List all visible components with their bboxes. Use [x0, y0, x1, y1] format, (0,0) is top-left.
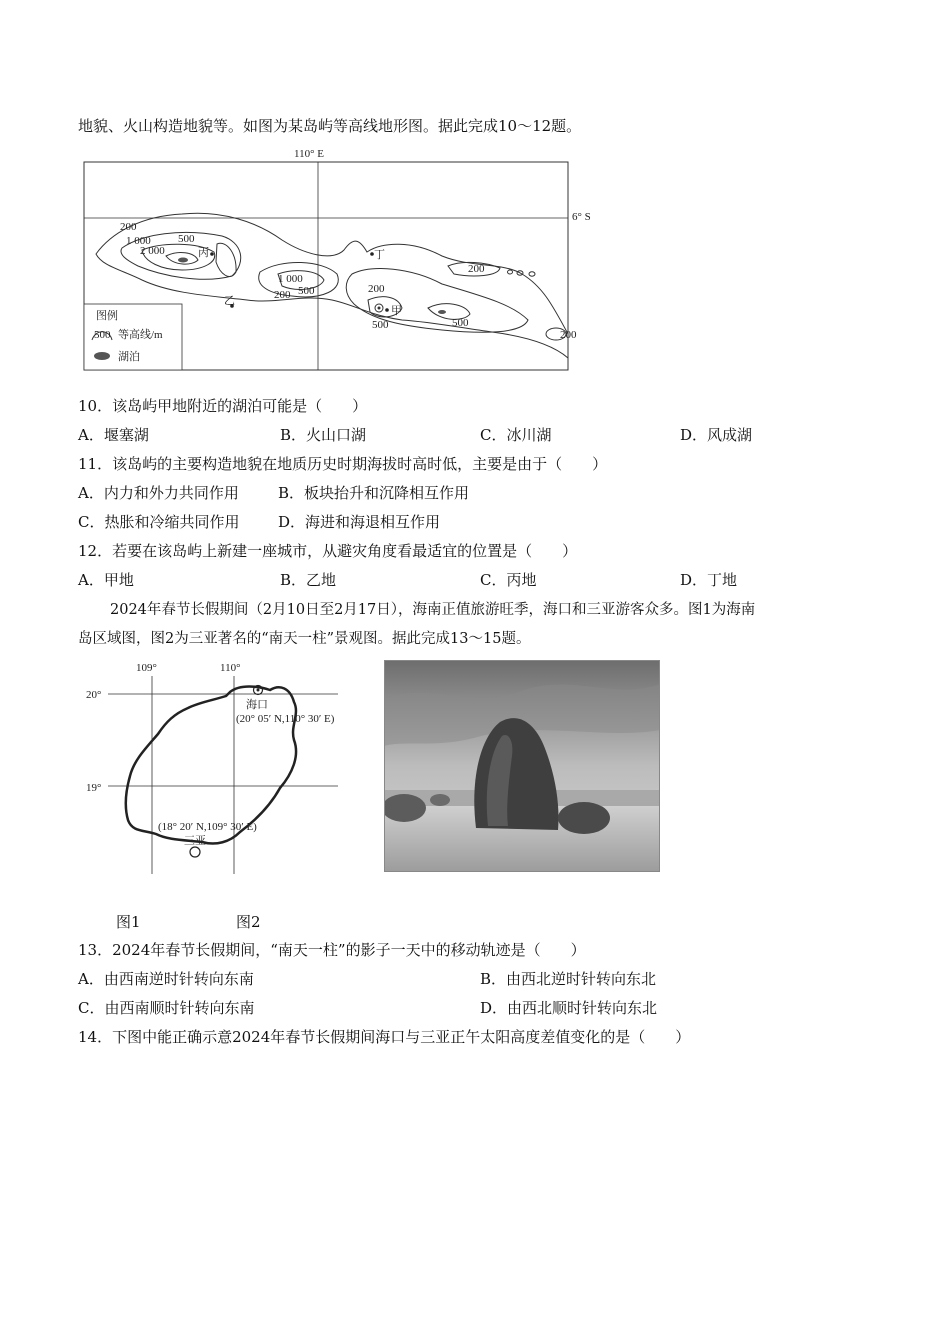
island-contour-map: [82, 144, 602, 374]
svg-text:500: 500: [178, 233, 195, 245]
q10-option-c: C．冰川湖: [480, 426, 552, 444]
lon-label: 110° E: [294, 148, 324, 160]
lon-109: 109°: [136, 662, 157, 674]
q10-option-d: D．风成湖: [680, 426, 753, 444]
svg-text:500: 500: [94, 329, 111, 341]
caption-figure-1: 图1: [116, 913, 141, 931]
q11-option-d: D．海进和海退相互作用: [278, 513, 441, 531]
svg-text:200: 200: [468, 263, 485, 275]
lon-110: 110°: [220, 662, 241, 674]
haikou-coord: (20° 05′ N,110° 30′ E): [236, 713, 335, 725]
caption-figure-2: 图2: [236, 913, 261, 931]
svg-text:200: 200: [120, 221, 137, 233]
sanya-coord: (18° 20′ N,109° 30′ E): [158, 821, 257, 833]
q10-option-b: B．火山口湖: [280, 426, 367, 444]
svg-text:500: 500: [452, 317, 469, 329]
q10-stem: 10．该岛屿甲地附近的湖泊可能是（ ）: [78, 397, 368, 415]
hainan-coastline: [126, 687, 296, 844]
q11-stem: 11．该岛屿的主要构造地貌在地质历史时期海拔时高时低，主要是由于（ ）: [78, 455, 608, 473]
rock-left: [384, 794, 426, 822]
svg-text:200: 200: [368, 283, 385, 295]
passage2-line2: 岛区域图，图2为三亚著名的“南天一柱”景观图。据此完成13～15题。: [78, 631, 531, 647]
q13-option-c: C．由西南顺时针转向东南: [78, 999, 255, 1017]
intro-text: 地貌、火山构造地貌等。如图为某岛屿等高线地形图。据此完成10～12题。: [78, 117, 582, 135]
q13-option-b: B．由西北逆时针转向东北: [480, 970, 657, 988]
svg-text:等高线/m: 等高线/m: [118, 329, 163, 341]
svg-text:200: 200: [560, 329, 577, 341]
hainan-map: [80, 656, 350, 876]
nantian-yizhu-photo: [384, 660, 660, 872]
q12-option-d: D．丁地: [680, 571, 738, 589]
svg-text:1 000: 1 000: [126, 235, 151, 247]
sanya-label: 三亚: [184, 835, 206, 847]
haikou-label: 海口: [246, 699, 268, 711]
svg-text:图例: 图例: [96, 310, 118, 322]
passage2-line1: 2024年春节长假期间（2月10日至2月17日），海南正值旅游旺季，海口和三亚游客众多。图1为海南: [110, 602, 756, 618]
q12-option-a: A．甲地: [78, 571, 134, 589]
rock-right: [558, 802, 610, 834]
q11-option-c: C．热胀和冷缩共同作用: [78, 513, 240, 531]
lake-west: [178, 258, 188, 263]
contour-west-east: [216, 243, 236, 276]
q14-stem: 14．下图中能正确示意2024年春节长假期间海口与三亚正午太阳高度差值变化的是（ ）: [78, 1028, 691, 1046]
place-ding: 丁: [374, 249, 385, 261]
place-bing: 丙: [198, 247, 209, 259]
q12-option-c: C．丙地: [480, 571, 537, 589]
place-jia: 甲: [391, 305, 402, 317]
q12-option-b: B．乙地: [280, 571, 337, 589]
q11-option-a: A．内力和外力共同作用: [78, 484, 239, 502]
q13-stem: 13．2024年春节长假期间，“南天一柱”的影子一天中的移动轨迹是（ ）: [78, 941, 586, 959]
sanya-marker: [190, 847, 200, 857]
q13-option-a: A．由西南逆时针转向东南: [78, 970, 254, 988]
lake-east: [438, 310, 446, 314]
lat-20: 20°: [86, 689, 102, 701]
place-yi: 乙: [224, 295, 235, 307]
lat-19: 19°: [86, 782, 102, 794]
q11-option-b: B．板块抬升和沉降相互作用: [278, 484, 470, 502]
lat-label: 6° S: [572, 211, 591, 223]
svg-text:500: 500: [372, 319, 389, 331]
svg-text:500: 500: [298, 285, 315, 297]
q12-stem: 12．若要在该岛屿上新建一座城市，从避灾角度看最适宜的位置是（ ）: [78, 542, 578, 560]
svg-text:湖泊: 湖泊: [118, 351, 140, 363]
q10-option-a: A．堰塞湖: [78, 426, 149, 444]
q13-option-d: D．由西北顺时针转向东北: [480, 999, 658, 1017]
svg-text:2 000: 2 000: [140, 245, 165, 257]
svg-text:1 000: 1 000: [278, 273, 303, 285]
svg-text:200: 200: [274, 289, 291, 301]
